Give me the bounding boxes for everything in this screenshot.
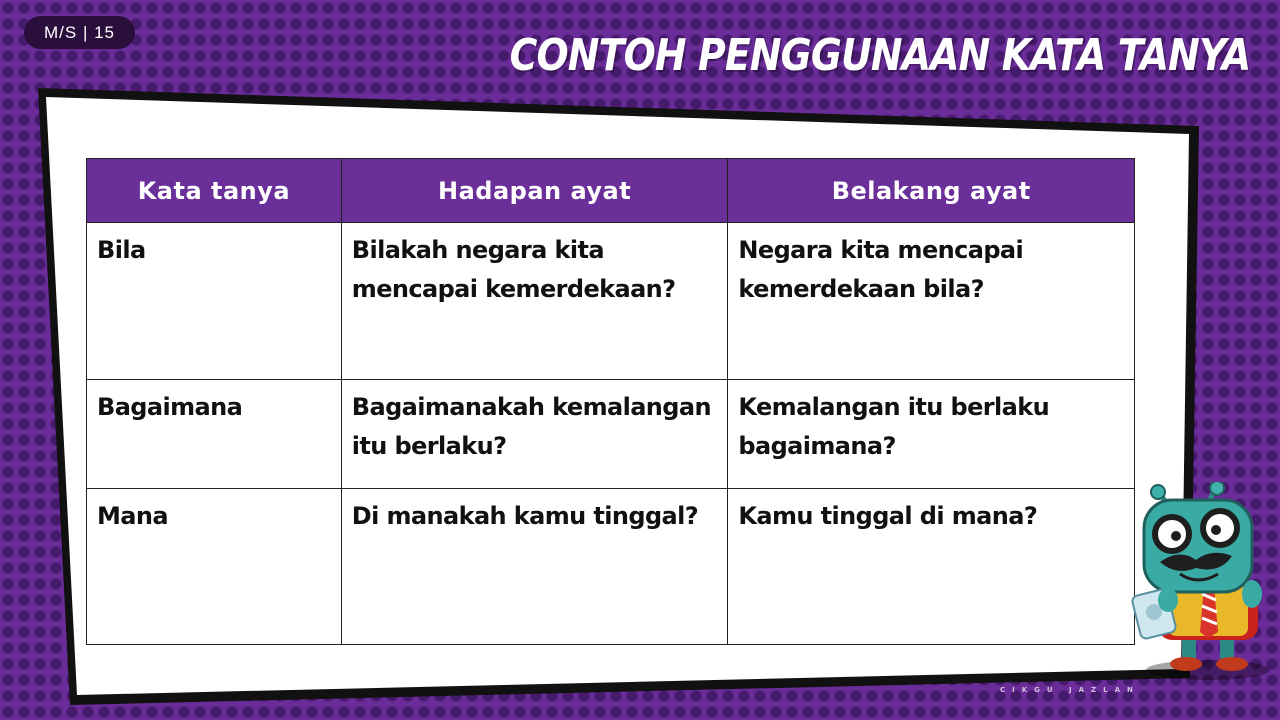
cell-kata-tanya: Bagaimana <box>87 380 342 489</box>
cell-belakang-ayat: Kamu tinggal di mana? <box>728 489 1135 645</box>
table-row <box>87 380 1135 489</box>
page-title: CONTOH PENGGUNAAN KATA TANYA <box>509 30 1250 81</box>
kata-tanya-table <box>86 158 1135 645</box>
mascot-character-icon <box>1120 482 1280 687</box>
cell-belakang-ayat: Kemalangan itu berlaku bagaimana? <box>728 380 1135 489</box>
header-hadapan-ayat: Hadapan ayat <box>341 159 728 223</box>
watermark: CIKGU JAZLAN <box>1000 686 1140 694</box>
header-belakang-ayat: Belakang ayat <box>728 159 1135 223</box>
cell-hadapan-ayat: Di manakah kamu tinggal? <box>341 489 728 645</box>
page-number-badge: M/S | 15 <box>24 16 135 49</box>
header-kata-tanya: Kata tanya <box>87 159 342 223</box>
cell-hadapan-ayat: Bagaimanakah kemalangan itu berlaku? <box>341 380 728 489</box>
cell-kata-tanya: Bila <box>87 223 342 380</box>
cell-belakang-ayat: Negara kita mencapai kemerdekaan bila? <box>728 223 1135 380</box>
table-header-row <box>87 159 1135 223</box>
table-row <box>87 489 1135 645</box>
table-row <box>87 223 1135 380</box>
cell-kata-tanya: Mana <box>87 489 342 645</box>
cell-hadapan-ayat: Bilakah negara kita mencapai kemerdekaan? <box>341 223 728 380</box>
